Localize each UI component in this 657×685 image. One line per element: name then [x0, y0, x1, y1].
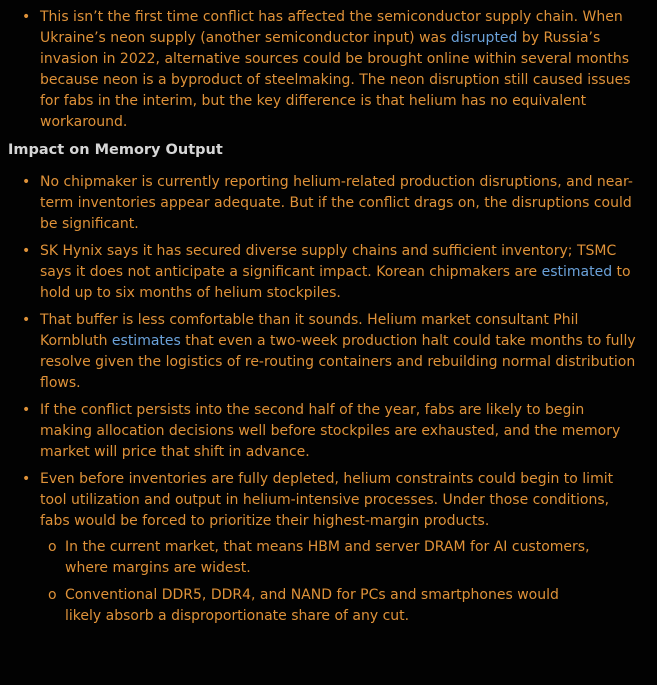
section-heading: Impact on Memory Output: [8, 142, 223, 158]
paragraph: [40, 469, 637, 633]
bullet-icon: •: [22, 471, 31, 487]
paragraph-text: This isn’t the first time conflict has affected the semiconductor supply chain. When Ukraine’s neon supply (another semiconductor input) was: [40, 9, 623, 46]
paragraph-text: Even before inventories are fully depleted, helium constraints could begin to limit tool utilization and output in helium-intensive processes. Under those conditions, fabs would be forced to prioritize their highest-margin products.: [40, 471, 614, 529]
paragraph-text: That buffer is less comfortable than it sounds. Helium market consultant Phil Kornbluth: [40, 312, 579, 349]
sub-bullet-icon: o: [48, 587, 57, 603]
list-item: [8, 469, 637, 633]
paragraph: [40, 7, 637, 133]
paragraph-text: No chipmaker is currently reporting helium-related production disruptions, and near-term inventories appear adequate. But if the conflict drags on, the disruptions could be significant.: [40, 174, 633, 232]
sub-bullet-icon: o: [48, 539, 57, 555]
list-item: [8, 7, 637, 133]
paragraph: [65, 537, 597, 579]
intro-list: [8, 7, 637, 133]
bullet-icon: •: [22, 402, 31, 418]
paragraph-text: In the current market, that means HBM and server DRAM for AI customers, where margins are widest.: [65, 539, 590, 576]
bullet-icon: •: [22, 243, 31, 259]
paragraph-text: by Russia’s invasion in 2022, alternative sources could be brought online within several months because neon is a byproduct of steelmaking. The neon disruption still caused issues for fabs in the interim, but the key difference is that helium has no equivalent workaround.: [40, 30, 631, 130]
paragraph-text: that even a two-week production halt could take months to fully resolve given the logistics of re-routing containers and rebuilding normal distribution flows.: [40, 333, 636, 391]
bullet-icon: •: [22, 174, 31, 190]
list-item: [8, 400, 637, 463]
memory-output-list: [8, 172, 637, 633]
estimates-link[interactable]: estimates: [111, 333, 181, 349]
bullet-icon: •: [22, 9, 31, 25]
bullet-icon: •: [22, 312, 31, 328]
list-item: [8, 172, 637, 235]
paragraph: [40, 400, 637, 463]
paragraph: [65, 585, 597, 627]
list-item: [40, 585, 637, 627]
list-item: [40, 537, 637, 579]
list-item: [8, 310, 637, 394]
paragraph-text: SK Hynix says it has secured diverse supply chains and sufficient inventory; TSMC says it does not anticipate a significant impact. Korean chipmakers are: [40, 243, 617, 280]
sub-list: [40, 537, 637, 627]
paragraph: [40, 172, 637, 235]
list-item: [8, 241, 637, 304]
paragraph-text: If the conflict persists into the second half of the year, fabs are likely to begin making allocation decisions well before stockpiles are exhausted, and the memory market will price that shift in advance.: [40, 402, 621, 460]
paragraph-text: Conventional DDR5, DDR4, and NAND for PCs and smartphones would likely absorb a disproportionate share of any cut.: [65, 587, 559, 624]
estimated-link[interactable]: estimated: [541, 264, 613, 280]
paragraph: [40, 310, 637, 394]
paragraph: [40, 241, 637, 304]
disrupted-link[interactable]: disrupted: [450, 30, 518, 46]
paragraph-text: to hold up to six months of helium stockpiles.: [40, 264, 631, 301]
